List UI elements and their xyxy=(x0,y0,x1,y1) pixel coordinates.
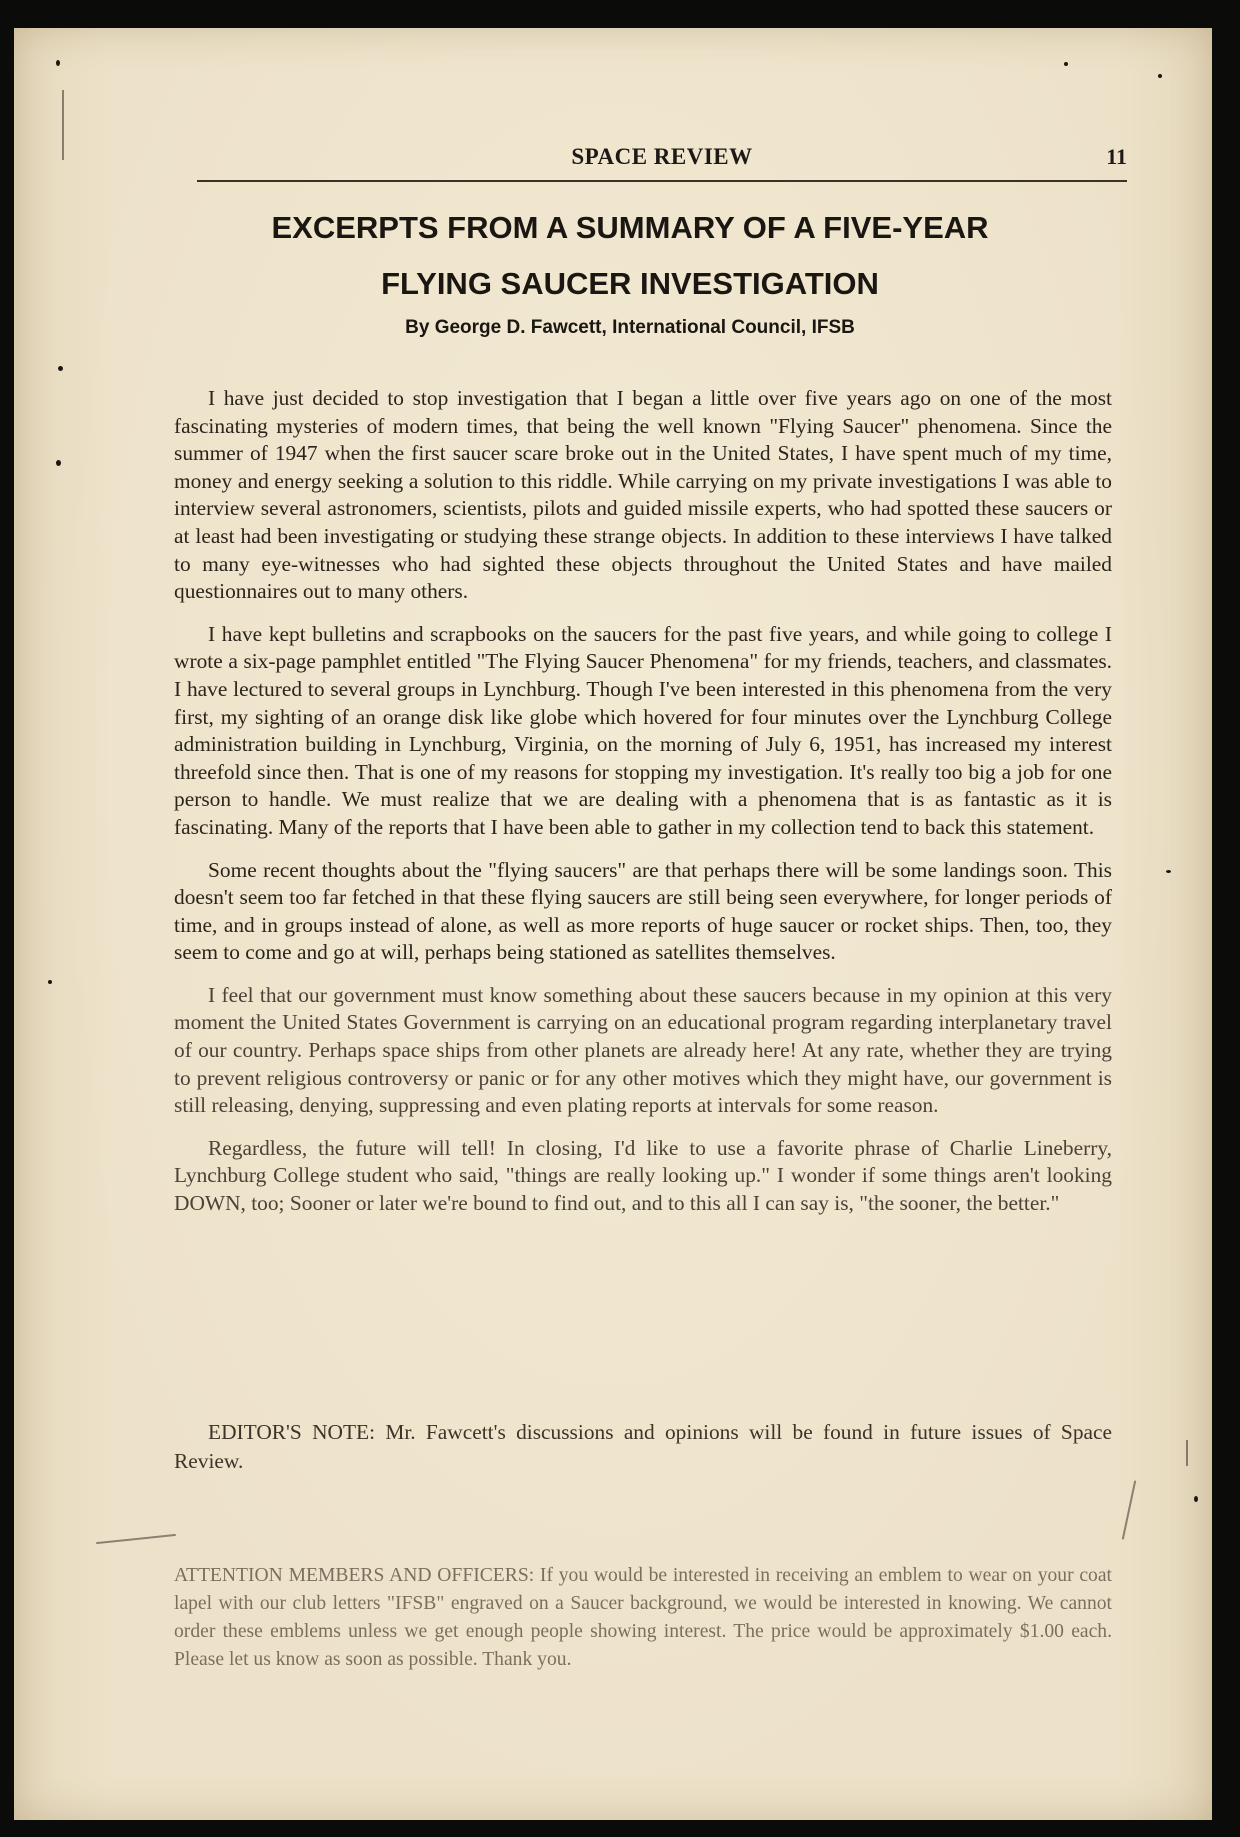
scan-speck xyxy=(58,366,63,371)
paragraph: I have kept bulletins and scrapbooks on the saucers for the past five years, and while going to college I wrote a six-page pamphlet entitled "The Flying Saucer Phenomena" for my friends, teachers, and classmates. I have lectured to several groups in Lynchburg. Though I've been interested in this phenomena from the very first, my sighting of an orange disk like globe which hovered for four minutes over the Lynchburg College administration building in Lynchburg, Virginia, on the morning of July 6, 1951, has increased my interest threefold since then. That is one of my reasons for stopping my investigation. It's really too big a job for one person to handle. We must realize that we are dealing with a phenomena that is as fantastic as it is fascinating. Many of the reports that I have been able to gather in my collection tend to back this statement. xyxy=(174,621,1112,839)
paragraph: I feel that our government must know something about these saucers because in my opinion at this very moment the United States Government is carrying on an educational program regarding interplanetary travel of our country. Perhaps space ships from other planets are already here! At any rate, whether they are trying to prevent religious controversy or panic or for any other motives which they might have, our government is still releasing, denying, suppressing and even plating reports at intervals for some reason. xyxy=(174,982,1112,1118)
scan-speck xyxy=(1158,74,1162,78)
scan-speck xyxy=(1194,1496,1198,1502)
publication-title: SPACE REVIEW xyxy=(571,144,753,169)
paragraph: Some recent thoughts about the "flying saucers" are that perhaps there will be some landings soon. This doesn't seem too far fetched in that these flying saucers are still being seen everywhere, for longer periods of time, and in groups instead of alone, as well as more reports of huge saucer or rocket ships. Then, too, they seem to come and go at will, perhaps being stationed as satellites themselves. xyxy=(174,857,1112,965)
article-title-line-1: EXCERPTS FROM A SUMMARY OF A FIVE-YEAR xyxy=(271,210,989,245)
scan-speck xyxy=(56,460,61,466)
article-title xyxy=(150,200,1110,312)
scan-speck xyxy=(48,980,52,984)
scan-speck xyxy=(1064,62,1068,66)
paragraph: I have just decided to stop investigation that I began a little over five years ago on one of the most fascinating mysteries of modern times, that being the well known "Flying Saucer" phenomena. Since the summer of 1947 when the first saucer scare broke out in the United States, I have spent much of my time, money and energy seeking a solution to this riddle. While carrying on my private investigations I was able to interview several astronomers, scientists, pilots and guided missile experts, who had spotted these saucers or at least had been investigating or studying these strange objects. In addition to these interviews I have talked to many eye-witnesses who had sighted these objects throughout the United States and have mailed questionnaires out to many others. xyxy=(174,386,1112,604)
scan-speck xyxy=(1166,870,1171,873)
page-number: 11 xyxy=(1106,144,1127,169)
running-header xyxy=(197,138,1127,182)
attention-notice: ATTENTION MEMBERS AND OFFICERS: If you would be interested in receiving an emblem to wear on your coat lapel with our club letters "IFSB" engraved on a Saucer background, we would be interested in knowing. We cannot order these emblems unless we get enough people showing interest. The price would be approximately $1.00 each. Please let us know as soon as possible. Thank you. xyxy=(174,1565,1112,1670)
scan-scratch xyxy=(62,90,64,160)
scan-speck xyxy=(56,60,60,66)
byline: By George D. Fawcett, International Council, IFSB xyxy=(405,317,855,338)
article-body xyxy=(174,385,1112,1233)
editor-note: EDITOR'S NOTE: Mr. Fawcett's discussions and opinions will be found in future issues of Space Review. xyxy=(174,1420,1112,1473)
scan-scratch xyxy=(1186,1440,1188,1466)
article-title-line-2: FLYING SAUCER INVESTIGATION xyxy=(381,266,879,301)
paragraph: Regardless, the future will tell! In closing, I'd like to use a favorite phrase of Charlie Lineberry, Lynchburg College student who said, "things are really looking up." I wonder if some things aren't looking DOWN, too; Sooner or later we're bound to find out, and to this all I can say is, "the sooner, the better." xyxy=(174,1135,1112,1216)
